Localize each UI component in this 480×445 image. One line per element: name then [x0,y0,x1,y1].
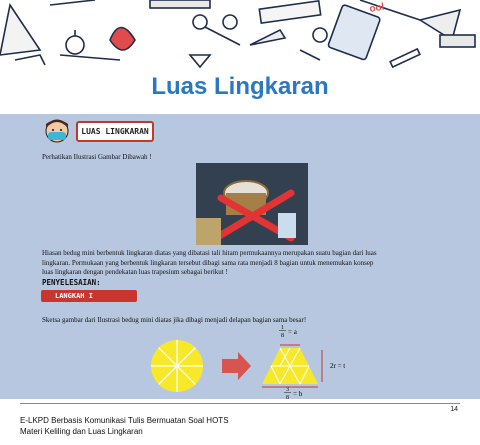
footer-divider [20,403,460,404]
divided-circle [151,340,203,392]
header-banner [0,0,480,114]
right-arrow-icon [222,352,251,380]
bedug-photo [196,163,308,245]
top-label: = a [288,328,297,336]
bottom-fraction-den: 8 [286,395,289,401]
paragraph-line: lingkaran. Permukaan yang berbentuk lingkaran tersebut dibagi sama rata menjadi 8 bagian untuk menemukan konsep [42,258,374,267]
sketch-instruction: Sketsa gambar dari Ilustrasi bedug mini diatas jika dibagi menjadi delapan bagian sama besar! [42,316,307,324]
height-label: 2r = t [330,362,346,370]
trapezoid-of-sectors [262,345,322,387]
instruction-text: Perhatikan Ilustrasi Gambar Dibawah ! [42,153,152,161]
page-title: Luas Lingkaran [151,73,329,100]
explanation-paragraph [42,249,452,278]
student-avatar-icon [40,118,74,144]
step-button[interactable]: LANGKAH I [41,290,137,302]
bottom-fraction-num: 3 [286,387,289,393]
solution-heading: PENYELESAIAN: [42,278,101,287]
circle-to-trapezoid-diagram [140,322,390,402]
top-fraction-num: 1 [281,325,284,331]
paragraph-line: luas lingkaran dengan pendekatan luas trapesium sebagai berikut ! [42,268,228,276]
footer-line-2: Materi Keliling dan Luas Lingkaran [20,427,143,436]
footer-line-1: E-LKPD Berbasis Komunikasi Tulis Bermuatan Soal HOTS [20,416,229,425]
paragraph-line: Hiasan bedug mini berbentuk lingkaran diatas yang dibatasi tali hitam permukaannya merupakan suatu bagian dari luas [42,249,377,257]
topic-tag: LUAS LINGKARAN [76,121,154,142]
page-number: 14 [450,406,458,413]
top-fraction-den: 8 [281,333,284,339]
svg-text:ool: ool [368,1,386,15]
bottom-label: = b [293,390,303,398]
